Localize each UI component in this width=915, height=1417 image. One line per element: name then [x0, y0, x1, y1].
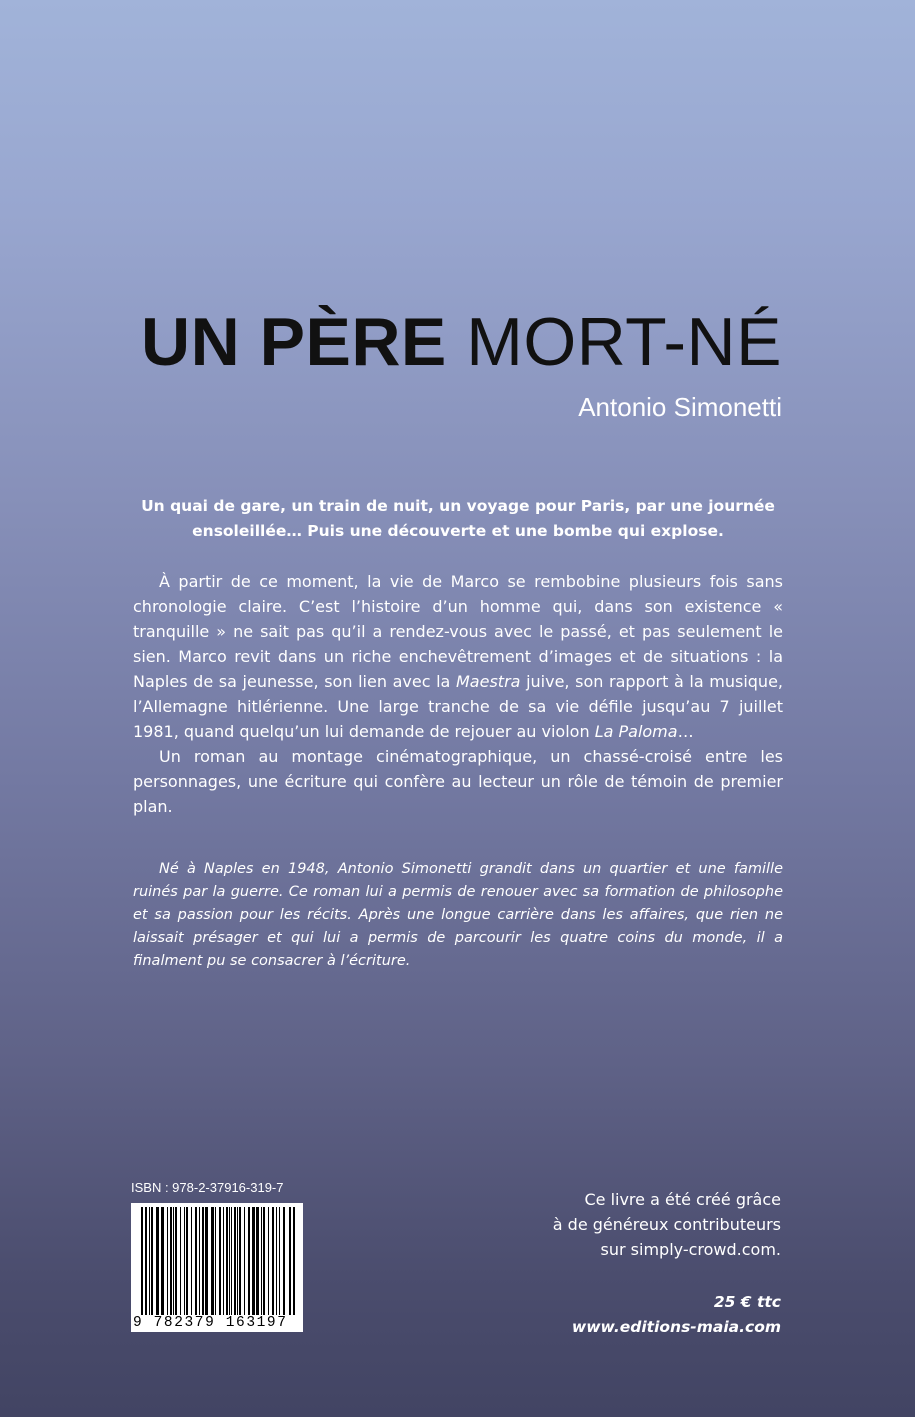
barcode-bar [195, 1207, 197, 1315]
barcode-bar [272, 1207, 274, 1315]
publisher-website[interactable]: www.editions-maia.com [571, 1318, 781, 1336]
isbn-label: ISBN : 978-2-37916-319-7 [131, 1180, 284, 1195]
barcode-bar [205, 1207, 208, 1315]
author-bio [133, 858, 783, 973]
barcode-bar [211, 1207, 214, 1315]
barcode-bar [223, 1207, 224, 1315]
barcode-bar [244, 1207, 245, 1315]
synopsis-la-paloma: La Paloma [594, 722, 678, 741]
barcode-bar [184, 1207, 185, 1315]
synopsis-paragraph-1 [133, 569, 783, 744]
author-bio-text: Né à Naples en 1948, Antonio Simonetti grandit dans un quartier et une famille ruinés par la guerre. Ce roman lui a permis de renouer avec sa formation de philosophe et sa passion pour les récits. Après une longue carrière dans les affaires, que rien ne laissait présager et qui lui a permis de parcourir les quatre coins du monde, il a finalment pu se consacrer à l’écriture. [133, 861, 783, 969]
book-title [141, 302, 782, 382]
barcode-bar [175, 1207, 177, 1315]
barcode-bar [145, 1207, 147, 1323]
barcode-bar [283, 1207, 285, 1315]
barcode-bar [263, 1207, 265, 1315]
barcode-bar [186, 1207, 188, 1315]
barcode-bar [237, 1207, 238, 1315]
barcode-bar [151, 1207, 153, 1315]
author-name: Antonio Simonetti [578, 392, 782, 422]
book-title-light: MORT-NÉ [466, 304, 782, 380]
synopsis-paragraph-2: Un roman au montage cinématographique, un chassé-croisé entre les personnages, une écriture qui confère au lecteur un rôle de témoin de premier plan. [133, 747, 783, 816]
barcode-bar [161, 1207, 164, 1315]
barcode-bar [156, 1207, 159, 1315]
barcode-bar [276, 1207, 277, 1315]
barcode-bar [261, 1207, 262, 1315]
barcode-bar [215, 1207, 216, 1315]
barcode-bar [239, 1207, 241, 1315]
price-block [572, 1290, 781, 1340]
barcode-bar [231, 1207, 232, 1315]
synopsis [133, 569, 783, 819]
barcode-bar [268, 1207, 269, 1315]
barcode-bar [279, 1207, 280, 1315]
price: 25 € ttc [713, 1293, 781, 1311]
barcode-bar [248, 1207, 250, 1315]
barcode-bar [234, 1207, 236, 1315]
barcode-bar [141, 1207, 143, 1323]
barcode-bar [202, 1207, 204, 1315]
synopsis-text-b: juive, son rapport à la musique, l’Allemagne hitlérienne. Une large tranche de sa vie défile jusqu’au 7 juillet 1981, quand quelqu’un lui demande de rejouer au violon [133, 672, 784, 741]
pitch-text: Un quai de gare, un train de nuit, un voyage pour Paris, par une journée ensoleillée… Puis une découverte et une bombe qui explose. [141, 497, 775, 540]
barcode-bar [167, 1207, 168, 1315]
barcode-bar [256, 1207, 259, 1315]
barcode-bar [219, 1207, 221, 1315]
barcode-bar [289, 1207, 291, 1323]
credit-line-1: Ce livre a été créé grâce [584, 1190, 781, 1209]
credit-line-3: sur simply-crowd.com. [600, 1240, 781, 1259]
barcode-bar [226, 1207, 228, 1315]
barcode [131, 1203, 303, 1332]
barcode-bar [199, 1207, 200, 1315]
synopsis-text-c: … [677, 722, 694, 741]
synopsis-maestra: Maestra [456, 672, 521, 691]
barcode-bar [252, 1207, 255, 1315]
barcode-digits: 9 782379 163197 [133, 1315, 301, 1331]
barcode-bar [180, 1207, 181, 1315]
synopsis-text-a: À partir de ce moment, la vie de Marco se rembobine plusieurs fois sans chronologie claire. C’est l’histoire d’un homme qui, dans son existence « tranquille » ne sait pas qu’il a rendez-vous avec le passé, et pas seulement le sien. Marco revit dans un riche enchevêtrement d’images et de situations : la Naples de sa jeunesse, son lien avec la [133, 572, 783, 691]
credit-line-2: à de généreux contributeurs [552, 1215, 781, 1234]
crowdfunding-credit [553, 1187, 781, 1262]
barcode-bar [191, 1207, 192, 1315]
barcode-bar [149, 1207, 150, 1315]
barcode-bar [293, 1207, 295, 1323]
barcode-bar [170, 1207, 172, 1315]
barcode-bars [131, 1203, 303, 1332]
barcode-bar [173, 1207, 174, 1315]
book-title-bold: UN PÈRE [141, 304, 447, 380]
barcode-bar [229, 1207, 230, 1315]
